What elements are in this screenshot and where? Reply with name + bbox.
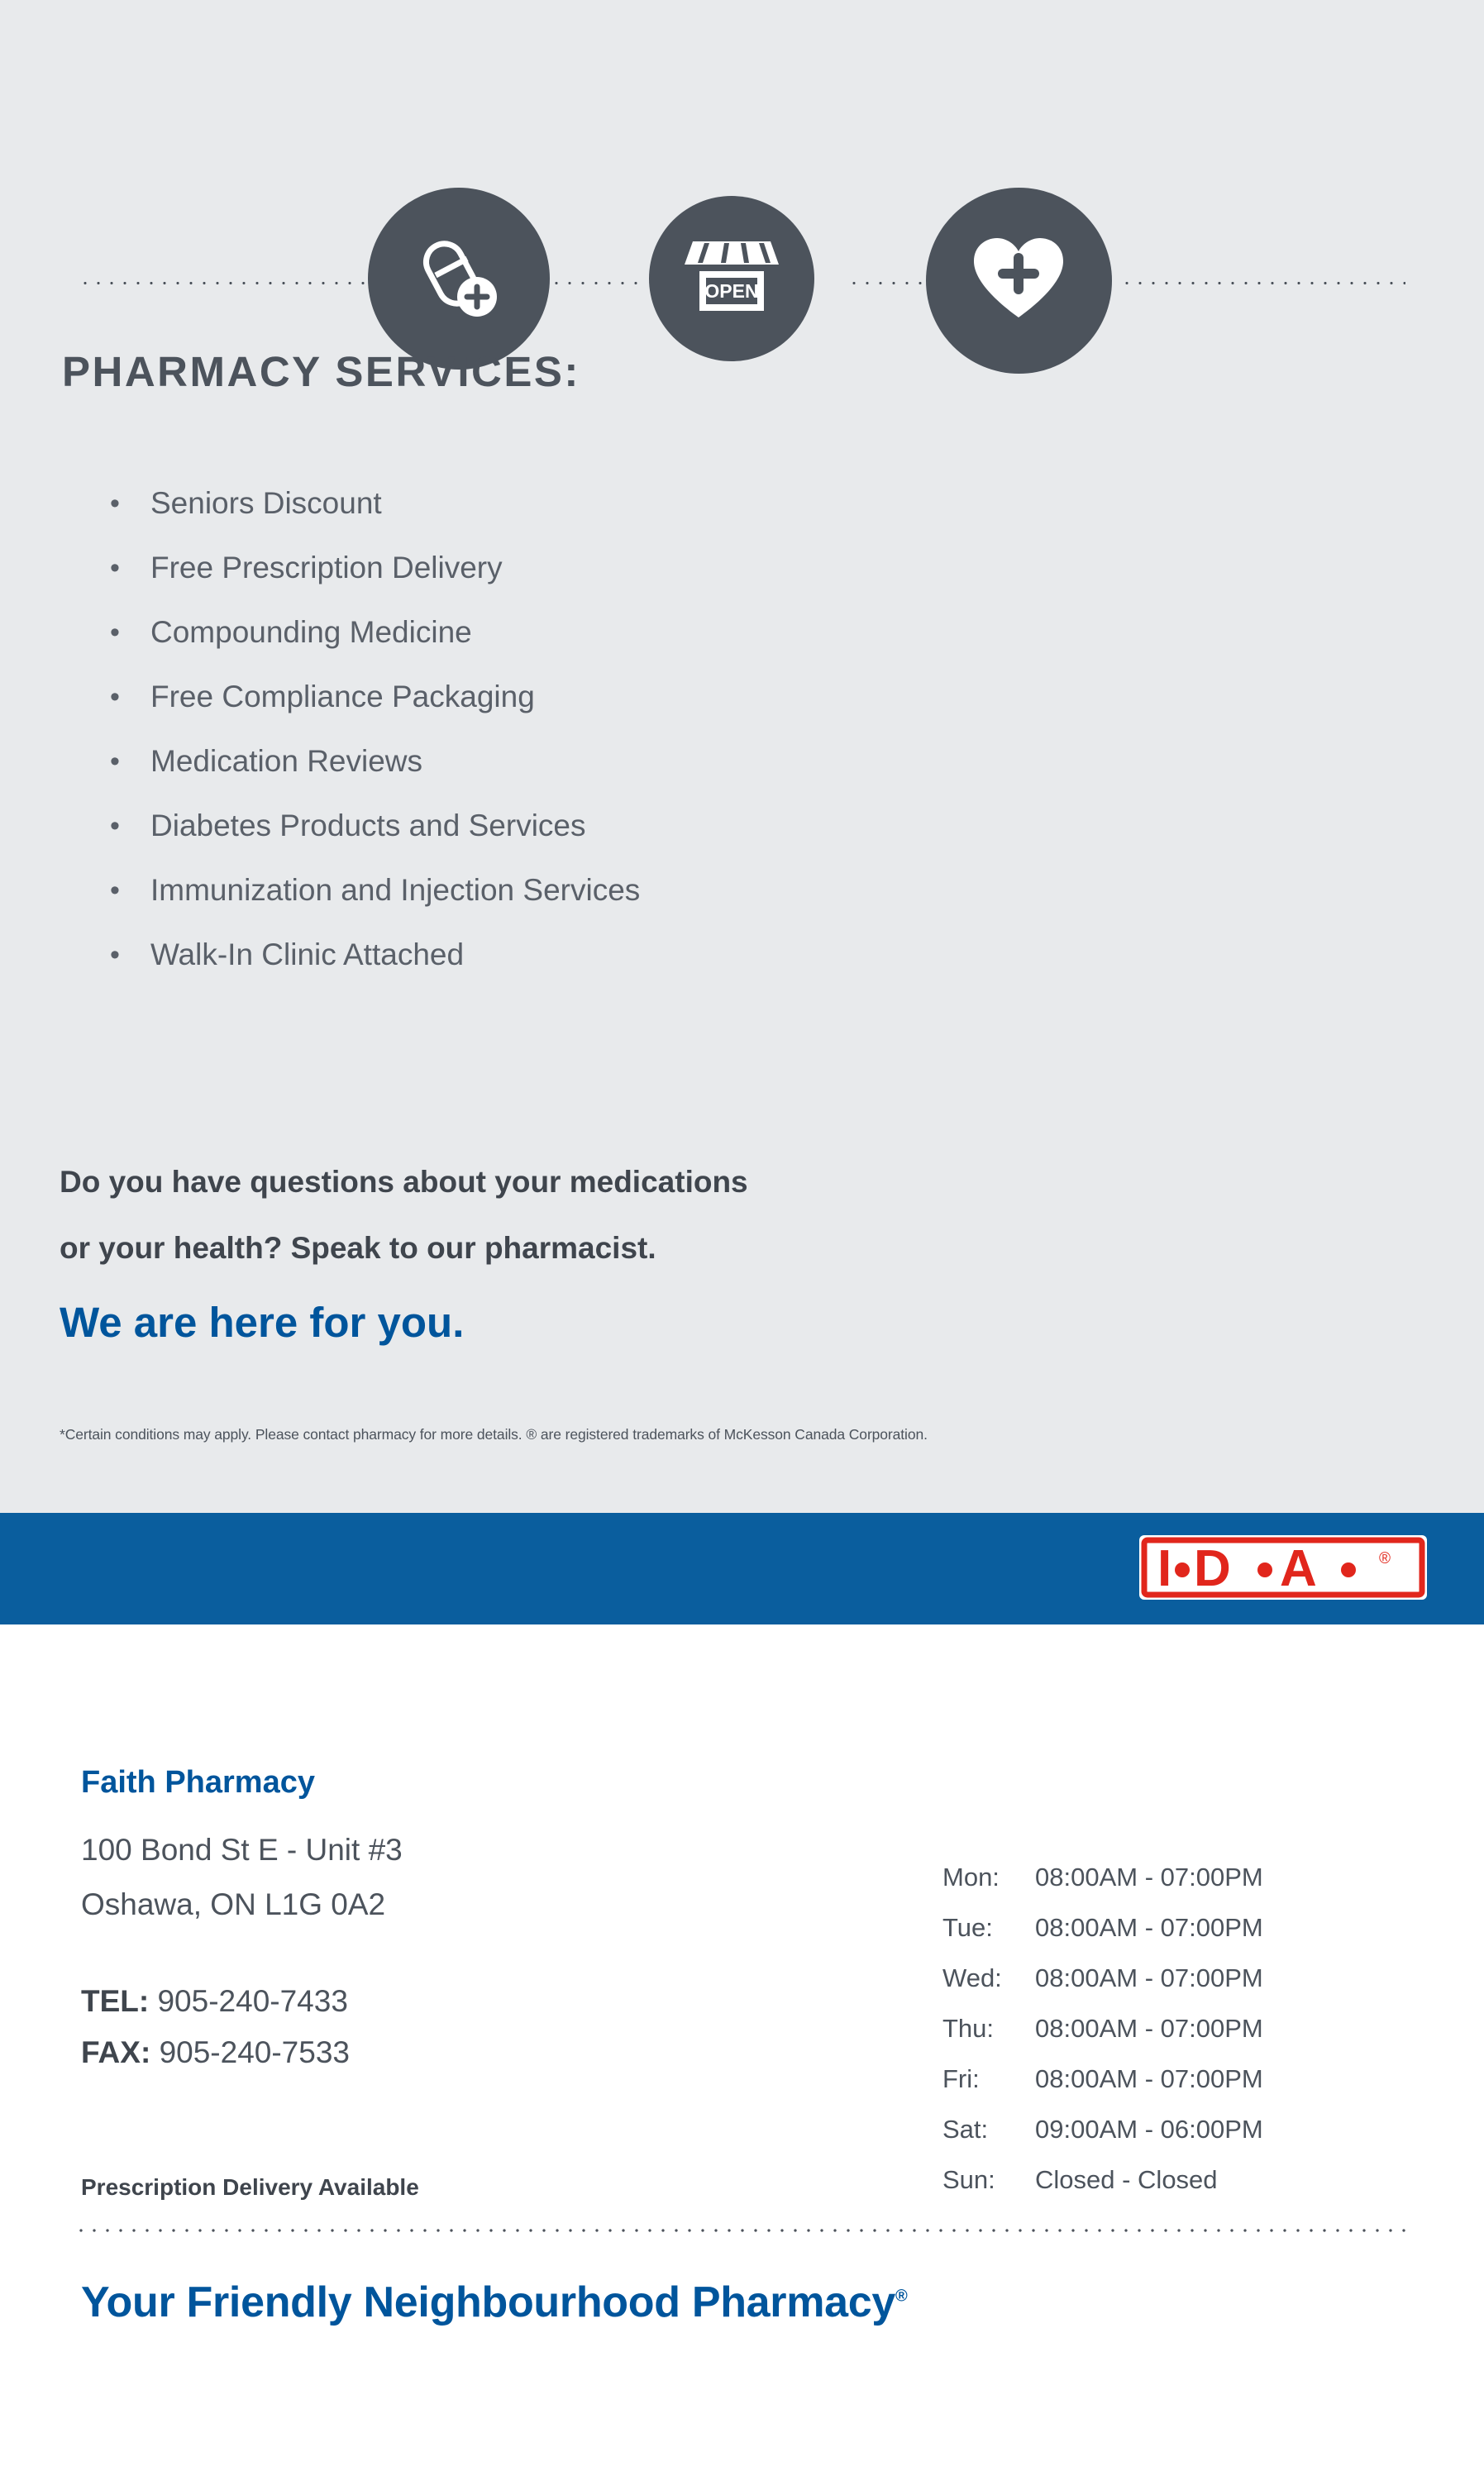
footer-dotted-divider xyxy=(74,2228,1414,2233)
store-name: Faith Pharmacy xyxy=(81,1765,315,1800)
dotted-divider-mid-right xyxy=(847,281,930,285)
fax-value: 905-240-7533 xyxy=(159,2035,350,2069)
hours-day: Sun: xyxy=(942,2165,995,2194)
hours-time: Closed - Closed xyxy=(1035,2165,1218,2194)
disclaimer-text: *Certain conditions may apply. Please contact pharmacy for more details. ® are registered trademarks of McKesson Canada Corporation. xyxy=(60,1426,928,1443)
dotted-divider-mid-left xyxy=(550,281,641,285)
list-item: • Medication Reviews xyxy=(103,729,1261,794)
hours-time: 08:00AM - 07:00PM xyxy=(1035,2014,1263,2043)
icon-strip xyxy=(0,91,1484,302)
list-item: • Diabetes Products and Services xyxy=(103,794,1261,858)
here-for-you-tagline: We are here for you. xyxy=(60,1299,465,1346)
telephone-value[interactable]: 905-240-7433 xyxy=(157,1984,348,2018)
list-item: • Compounding Medicine xyxy=(103,600,1261,665)
svg-text:D: D xyxy=(1194,1540,1231,1597)
hours-time: 08:00AM - 07:00PM xyxy=(1035,1863,1263,1892)
hours-day: Mon: xyxy=(942,1863,1000,1892)
telephone-row xyxy=(81,1976,350,2027)
store-contact xyxy=(81,1976,350,2078)
hours-time: 08:00AM - 07:00PM xyxy=(1035,2064,1263,2093)
list-item: • Free Compliance Packaging xyxy=(103,665,1261,729)
telephone-label: TEL: xyxy=(81,1984,150,2018)
hours-day: Tue: xyxy=(942,1913,993,1942)
list-item: • Seniors Discount xyxy=(103,471,1261,536)
table-row xyxy=(942,2104,1455,2154)
list-item: • Free Prescription Delivery xyxy=(103,536,1261,600)
page-title: PHARMACY SERVICES: xyxy=(62,348,580,395)
hours-time: 08:00AM - 07:00PM xyxy=(1035,1963,1263,1992)
services-list xyxy=(103,471,1261,987)
svg-text:OPEN: OPEN xyxy=(704,280,759,302)
hours-time: 08:00AM - 07:00PM xyxy=(1035,1913,1263,1942)
hours-day: Wed: xyxy=(942,1963,1002,1992)
question-line-2: or your health? Speak to our pharmacist. xyxy=(60,1231,656,1265)
table-row xyxy=(942,2054,1455,2104)
svg-text:A: A xyxy=(1280,1540,1317,1597)
storefront-open-icon xyxy=(649,196,814,361)
list-item: • Immunization and Injection Services xyxy=(103,858,1261,923)
list-item: • Walk-In Clinic Attached xyxy=(103,923,1261,987)
hours-day: Sat: xyxy=(942,2115,989,2144)
table-row xyxy=(942,1953,1455,2003)
table-row xyxy=(942,2154,1455,2205)
address-line-2: Oshawa, ON L1G 0A2 xyxy=(81,1887,386,1921)
delivery-note: Prescription Delivery Available xyxy=(81,2174,419,2200)
fax-label: FAX: xyxy=(81,2035,151,2069)
question-line-1: Do you have questions about your medications xyxy=(60,1165,748,1199)
hours-day: Fri: xyxy=(942,2064,980,2093)
store-hours-table xyxy=(942,1852,1455,2205)
heart-plus-icon xyxy=(926,188,1112,374)
hours-day: Thu: xyxy=(942,2014,995,2043)
footer-tagline xyxy=(81,2278,907,2327)
hours-time: 09:00AM - 06:00PM xyxy=(1035,2115,1263,2144)
svg-text:®: ® xyxy=(1379,1550,1391,1567)
footer-tagline-text: Your Friendly Neighbourhood Pharmacy xyxy=(81,2278,896,2326)
dotted-divider-left xyxy=(79,281,368,285)
store-address xyxy=(81,1823,403,1932)
address-line-1: 100 Bond St E - Unit #3 xyxy=(81,1833,403,1867)
fax-row xyxy=(81,2027,350,2078)
svg-text:I: I xyxy=(1157,1540,1172,1597)
pill-plus-icon xyxy=(368,188,550,370)
table-row xyxy=(942,2003,1455,2054)
registered-mark: ® xyxy=(895,2287,908,2306)
table-row xyxy=(942,1902,1455,1953)
dotted-divider-right xyxy=(1120,281,1405,285)
ida-logo xyxy=(1139,1534,1433,1604)
question-block xyxy=(60,1149,1258,1281)
table-row xyxy=(942,1852,1455,1902)
